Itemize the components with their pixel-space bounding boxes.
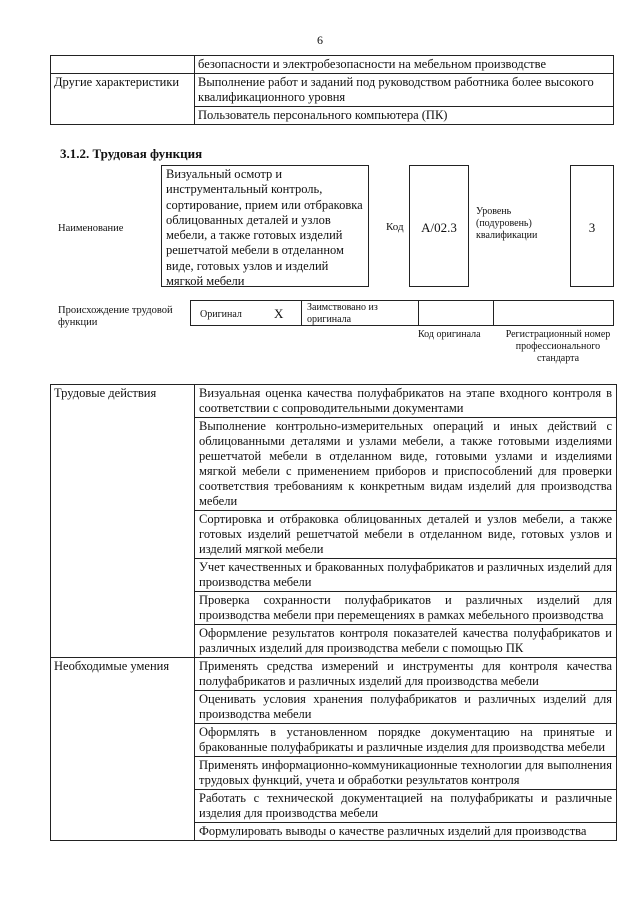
code-value-box: А/02.3	[409, 165, 469, 287]
name-label: Наименование	[58, 223, 124, 234]
other-characteristics-label: Другие характеристики	[51, 74, 195, 125]
table-cell: безопасности и электробезопасности на мебельном производстве	[195, 56, 614, 74]
table-row	[51, 74, 614, 107]
registration-caption: Регистрационный номер профессионального стандарта	[505, 329, 611, 364]
table-cell: Визуальная оценка качества полуфабрикатов на этапе входного контроля в соответствии с сопроводительными документами	[195, 385, 617, 418]
table-row	[51, 385, 617, 418]
original-label: Оригинал	[200, 309, 242, 320]
code-label: Код	[386, 221, 404, 233]
table-row	[51, 56, 614, 74]
table-cell: Работать с технической документацией на полуфабрикаты и различные изделия для производства мебели	[195, 790, 617, 823]
table-cell	[51, 56, 195, 74]
divider	[418, 300, 419, 326]
section-heading: 3.1.2. Трудовая функция	[60, 146, 203, 161]
page-number: 6	[317, 33, 323, 47]
table-cell: Выполнение работ и заданий под руководством работника более высокого квалификационного уровня	[195, 74, 614, 107]
origin-row	[190, 300, 614, 326]
level-label: Уровень (подуровень) квалификации	[476, 206, 538, 241]
table-cell: Выполнение контрольно-измерительных операций и иных действий с облицованными деталями и узлами мебели, а также готовыми изделиями решетчатой мебели в отделанном виде, готовыми узлами и изделиями мягкой мебели с применением приборов и приспособлений для проверки соответствия требованиям к конкретным видам изделий для производства мебели	[195, 418, 617, 511]
original-mark: X	[274, 306, 284, 321]
table-cell: Сортировка и отбраковка облицованных деталей и узлов мебели, а также готовых изделий решетчатой мебели в отделанном виде, готовых узлов и изделий мягкой мебели	[195, 511, 617, 559]
divider	[493, 300, 494, 326]
labor-actions-label: Трудовые действия	[51, 385, 195, 658]
table-cell: Оформлять в установленном порядке документацию на принятые и бракованные полуфабрикаты и различные изделия для производства мебели	[195, 724, 617, 757]
other-characteristics-table	[50, 55, 614, 125]
borrowed-label: Заимствовано из оригинала	[307, 302, 378, 325]
table-cell: Оценивать условия хранения полуфабрикатов и различных изделий для производства мебели	[195, 691, 617, 724]
level-value-box: 3	[570, 165, 614, 287]
table-cell: Формулировать выводы о качестве различных изделий для производства	[195, 823, 617, 841]
function-details-table	[50, 384, 617, 841]
table-row	[51, 658, 617, 691]
table-cell: Пользователь персонального компьютера (ПК)	[195, 107, 614, 125]
table-cell: Оформление результатов контроля показателей качества полуфабрикатов и различных изделий для производства мебели с помощью ПК	[195, 625, 617, 658]
table-cell: Применять информационно-коммуникационные технологии для выполнения трудовых функций, учета и обработки результатов контроля	[195, 757, 617, 790]
table-cell: Проверка сохранности полуфабрикатов и различных изделий для производства мебели при перемещениях в рамках мебельного производства	[195, 592, 617, 625]
function-name-box: Визуальный осмотр и инструментальный контроль, сортирование, прием или отбраковка облицованных деталей и узлов мебели, а также готовых изделий решетчатой мебели в отделанном виде, готовых узлов и изделий мягкой мебели	[161, 165, 369, 287]
table-cell: Учет качественных и бракованных полуфабрикатов и различных изделий для производства мебели	[195, 559, 617, 592]
origin-label: Происхождение трудовой функции	[58, 305, 173, 328]
skills-label: Необходимые умения	[51, 658, 195, 841]
table-cell: Применять средства измерений и инструменты для контроля качества полуфабрикатов и различных изделий для производства мебели	[195, 658, 617, 691]
code-original-caption: Код оригинала	[418, 329, 481, 340]
original-cell	[190, 300, 302, 326]
